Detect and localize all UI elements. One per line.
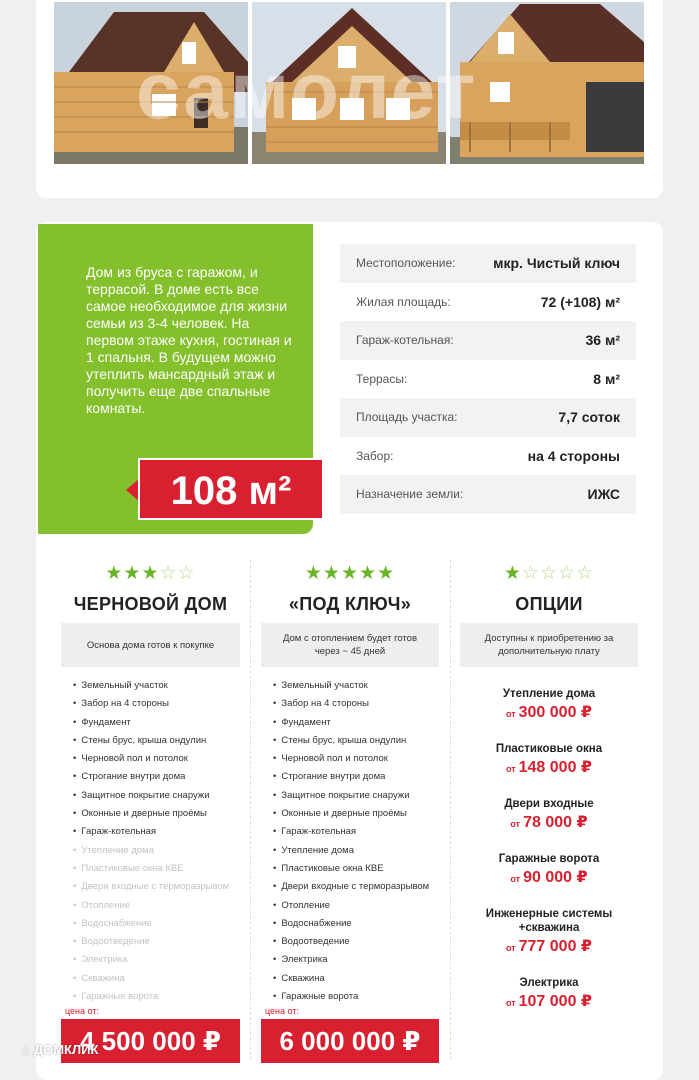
options-list [460, 687, 638, 1011]
star-empty-icon: ☆ [539, 563, 559, 584]
option-price [460, 812, 638, 832]
house-photo[interactable] [450, 2, 644, 164]
feature-item: • Пластиковые окна КВЕ [73, 860, 240, 878]
star-filled-icon: ★ [340, 563, 360, 584]
star-empty-icon: ☆ [521, 563, 540, 584]
price-from-label: от [510, 874, 521, 884]
feature-item: • Гаражные ворота [73, 988, 240, 1006]
price-label: цена от: [265, 1006, 299, 1017]
spec-row [340, 244, 636, 283]
option-item[interactable] [460, 852, 638, 887]
domclick-logo [22, 1042, 98, 1057]
spec-row [340, 475, 636, 514]
feature-item: • Электрика [273, 951, 439, 969]
feature-item: • Фундамент [73, 714, 240, 732]
option-item[interactable] [460, 687, 638, 722]
option-price-value: 90 000 ₽ [523, 869, 588, 886]
option-price [460, 936, 638, 956]
feature-item: • Оконные и дверные проёмы [273, 805, 439, 823]
feature-item: • Водоотведение [73, 933, 240, 951]
feature-item: • Черновой пол и потолок [273, 750, 439, 768]
price-from-label: от [505, 709, 516, 719]
spec-label: Забор: [356, 448, 394, 463]
feature-item: • Гаражные ворота [273, 988, 439, 1006]
spec-value: 7,7 соток [558, 409, 620, 426]
option-price-value: 107 000 ₽ [518, 993, 593, 1010]
option-price [460, 702, 638, 722]
price-button[interactable]: 4 500 000 ₽ [61, 1019, 240, 1063]
option-item[interactable] [460, 742, 638, 777]
spec-value: 72 (+108) м² [540, 293, 620, 310]
house-icon: ⌂ [22, 1042, 30, 1057]
spec-row [340, 321, 636, 360]
feature-item: • Фундамент [273, 714, 439, 732]
star-filled-icon: ★ [105, 563, 124, 584]
star-filled-icon: ★ [123, 563, 142, 584]
star-filled-icon: ★ [322, 563, 341, 584]
column-divider [450, 560, 451, 1060]
star-filled-icon: ★ [359, 563, 378, 584]
spec-row [340, 437, 636, 476]
option-price [460, 991, 638, 1011]
price-from-label: от [505, 943, 516, 953]
option-item[interactable] [460, 797, 638, 832]
area-badge: 108 м² [138, 458, 324, 520]
feature-item: • Пластиковые окна КВЕ [273, 860, 439, 878]
spec-row [340, 398, 636, 437]
options-title: ОПЦИИ [515, 594, 583, 614]
spec-row [340, 283, 636, 322]
option-price [460, 867, 638, 887]
feature-item: • Земельный участок [73, 677, 240, 695]
option-name: Инженерные системы +скважина [485, 908, 613, 934]
package-rough [61, 562, 240, 1063]
option-name: Пластиковые окна [495, 743, 603, 755]
feature-item: • Утепление дома [273, 842, 439, 860]
spec-label: Жилая площадь: [356, 294, 451, 309]
feature-item: • Отопление [273, 897, 439, 915]
spec-label: Террасы: [356, 371, 408, 386]
price-from-label: от [510, 819, 521, 829]
price-label: цена от: [65, 1006, 99, 1017]
star-empty-icon: ☆ [177, 563, 196, 584]
feature-list [261, 677, 439, 1006]
package-subtitle: Основа дома готов к покупке [61, 623, 240, 667]
feature-item: • Отопление [73, 897, 240, 915]
spec-label: Площадь участка: [356, 410, 458, 425]
feature-item: • Электрика [73, 951, 240, 969]
feature-item: • Защитное покрытие снаружи [273, 787, 439, 805]
column-divider [250, 560, 251, 1060]
option-price-value: 300 000 ₽ [518, 704, 593, 721]
specs-table [340, 244, 636, 514]
watermark-text: самолет [136, 46, 478, 135]
package-subtitle: Дом с отоплением будет готов через ~ 45 дней [261, 623, 439, 667]
star-empty-icon: ☆ [159, 563, 178, 584]
option-item[interactable] [460, 907, 638, 956]
star-filled-icon: ★ [503, 563, 522, 584]
option-item[interactable] [460, 976, 638, 1011]
feature-item: • Защитное покрытие снаружи [73, 787, 240, 805]
spec-row [340, 360, 636, 399]
feature-list [61, 677, 240, 1006]
spec-value: мкр. Чистый ключ [493, 255, 620, 272]
package-turnkey [261, 562, 439, 1063]
feature-item: • Водоотведение [273, 933, 439, 951]
options-column [460, 562, 638, 1011]
price-from-label: от [505, 764, 516, 774]
feature-item: • Стены брус, крыша ондулин [273, 732, 439, 750]
option-price-value: 777 000 ₽ [518, 938, 593, 955]
spec-value: 8 м² [593, 370, 620, 387]
option-name: Утепление дома [502, 688, 596, 700]
feature-item: • Строгание внутри дома [73, 768, 240, 786]
feature-item: • Забор на 4 стороны [273, 695, 439, 713]
feature-item: • Гараж-котельная [273, 823, 439, 841]
price-button[interactable]: 6 000 000 ₽ [261, 1019, 439, 1063]
option-price-value: 148 000 ₽ [518, 759, 593, 776]
feature-item: • Строгание внутри дома [273, 768, 439, 786]
house-description: Дом из бруса с гаражом, и террасой. В доме есть все самое необходимое для жизни семьи из 3-4 человек. На первом этаже кухня, гостиная и 1 спальня. В будущем можно утеплить мансардный этаж и получить еще две спальные комнаты. [86, 264, 292, 416]
option-name: Гаражные ворота [498, 853, 600, 865]
star-filled-icon: ★ [304, 563, 323, 584]
feature-item: • Оконные и дверные проёмы [73, 805, 240, 823]
feature-item: • Забор на 4 стороны [73, 695, 240, 713]
star-empty-icon: ☆ [576, 563, 595, 584]
feature-item: • Утепление дома [73, 842, 240, 860]
star-filled-icon: ★ [377, 563, 396, 584]
feature-item: • Водоснабжение [273, 915, 439, 933]
feature-item: • Гараж-котельная [73, 823, 240, 841]
rating-stars [460, 562, 638, 584]
spec-value: на 4 стороны [527, 447, 620, 464]
option-price [460, 757, 638, 777]
option-name: Двери входные [504, 798, 594, 810]
feature-item: • Скважина [73, 970, 240, 988]
star-empty-icon: ☆ [558, 563, 577, 584]
feature-item: • Двери входные с терморазрывом [73, 878, 240, 896]
spec-label: Назначение земли: [356, 487, 464, 502]
feature-item: • Стены брус, крыша ондулин [73, 732, 240, 750]
spec-value: ИЖС [587, 486, 620, 503]
brand-label: ДОМКЛИК [33, 1042, 99, 1057]
feature-item: • Земельный участок [273, 677, 439, 695]
star-filled-icon: ★ [141, 563, 160, 584]
feature-item: • Скважина [273, 970, 439, 988]
feature-item: • Черновой пол и потолок [73, 750, 240, 768]
package-title: «ПОД КЛЮЧ» [288, 594, 412, 614]
options-subtitle: Доступны к приобретению за дополнительную плату [460, 623, 638, 667]
option-price-value: 78 000 ₽ [523, 814, 588, 831]
spec-label: Местоположение: [356, 256, 456, 271]
rating-stars [61, 562, 240, 584]
feature-item: • Двери входные с терморазрывом [273, 878, 439, 896]
photo-gallery-card [36, 0, 663, 198]
spec-label: Гараж-котельная: [356, 333, 454, 348]
rating-stars [261, 562, 439, 584]
feature-item: • Водоснабжение [73, 915, 240, 933]
spec-value: 36 м² [585, 332, 620, 349]
package-title: ЧЕРНОВОЙ ДОМ [73, 594, 228, 614]
price-from-label: от [505, 998, 516, 1008]
option-name: Электрика [519, 977, 579, 989]
